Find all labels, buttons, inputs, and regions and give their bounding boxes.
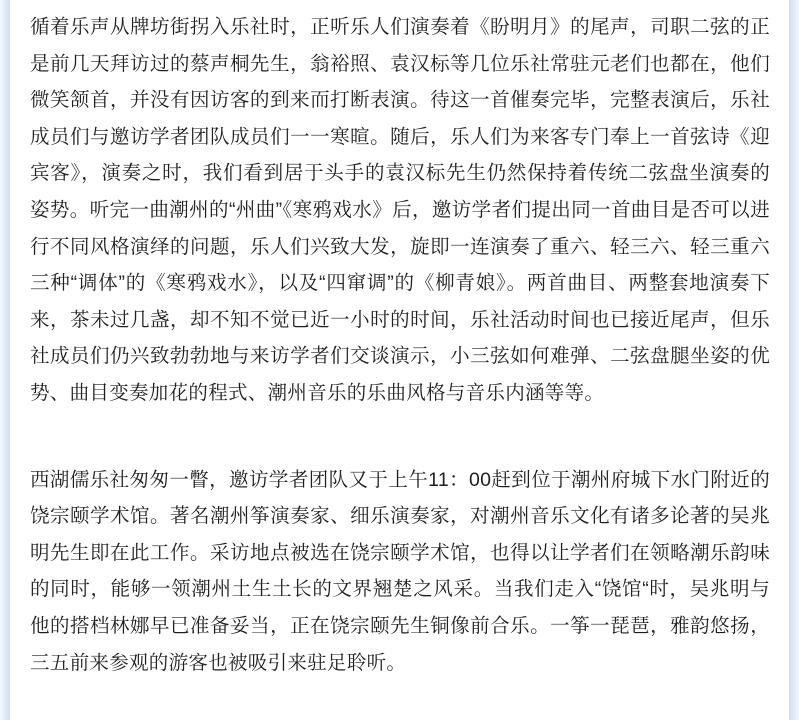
article-paragraph-1: 循着乐声从牌坊街拐入乐社时，正听乐人们演奏着《盼明月》的尾声，司职二弦的正是前几天拜访过的蔡声桐先生，翁裕照、袁汉标等几位乐社常驻元老们也都在，他们微笑颔首，并没有因访客的到来而打断表演。待这一首催奏完毕，完整表演后，乐社成员们与邀访学者团队成员们一一寒暄。随后，乐人们为来客专门奉上一首弦诗《迎宾客》，演奏之时，我们看到居于头手的袁汉标先生仍然保持着传统二弦盘坐演奏的姿势。听完一曲潮州的“州曲”《寒鸦戏水》后，邀访学者们提出同一首曲目是否可以进行不同风格演绎的问题，乐人们兴致大发，旋即一连演奏了重六、轻三六、轻三重六三种“调体”的《寒鸦戏水》，以及“四窜调”的《柳青娘》。两首曲目、两整套地演奏下来，茶未过几盏，却不知不觉已近一小时的时间，乐社活动时间也已接近尾声，但乐社成员们仍兴致勃勃地与来访学者们交谈演示，小三弦如何难弹、二弦盘腿坐姿的优势、曲目变奏加花的程式、潮州音乐的乐曲风格与音乐内涵等等。 xyxy=(30,16,770,404)
article-paragraph-2: 西湖儒乐社匆匆一瞥，邀访学者团队又于上午11：00赶到位于潮州府城下水门附近的饶宗颐学术馆。著名潮州筝演奏家、细乐演奏家，对潮州音乐文化有诸多论著的吴兆明先生即在此工作。采访地点被选在饶宗颐学术馆，也得以让学者们在领略潮乐韵味的同时，能够一领潮州土生土长的文界翘楚之风采。当我们走入“饶馆“时，吴兆明与他的搭档林娜早已准备妥当，正在饶宗颐先生铜像前合乐。一筝一琵琶，雅韵悠扬，三五前来参观的游客也被吸引来驻足聆听。 xyxy=(30,468,770,674)
article-card xyxy=(10,0,789,720)
